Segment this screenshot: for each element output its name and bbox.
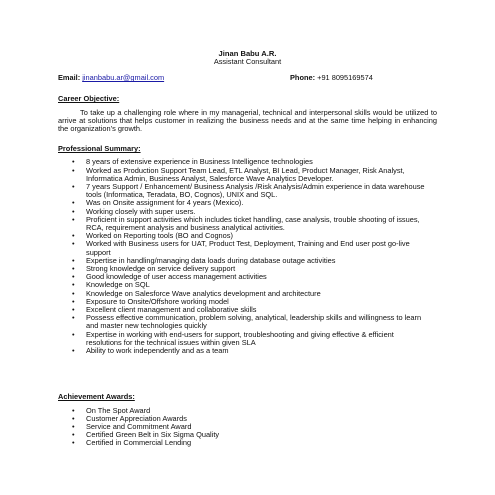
career-objective-text: To take up a challenging role where in my managerial, technical and interpersonal skills would be utilized to arrive at solutions that helps customer in realizing the business needs and at the same time helping in enhancing the organization’s growth. bbox=[58, 107, 437, 134]
list-item bbox=[72, 438, 425, 448]
list-item-text: Service and Commitment Award bbox=[86, 421, 192, 431]
list-item bbox=[72, 346, 425, 356]
phone-label: Phone bbox=[290, 73, 313, 83]
list-item-text: Customer Appreciation Awards bbox=[86, 413, 187, 423]
email-colon: : bbox=[77, 73, 81, 83]
list-item-text: Excellent client management and collaborative skills bbox=[86, 305, 257, 315]
list-item bbox=[72, 313, 425, 331]
professional-summary-heading: Professional Summary: bbox=[58, 144, 141, 154]
bullet-icon: • bbox=[72, 405, 75, 415]
list-item bbox=[72, 182, 425, 200]
bullet-icon: • bbox=[72, 182, 75, 192]
phone-block bbox=[290, 74, 373, 82]
bullet-icon: • bbox=[72, 305, 75, 315]
professional-summary-list bbox=[58, 158, 437, 355]
achievement-awards-list bbox=[58, 407, 437, 448]
bullet-icon: • bbox=[72, 231, 75, 241]
list-item bbox=[72, 329, 425, 347]
list-item-text: Exposure to Onsite/Offshore working model bbox=[86, 296, 229, 306]
achievement-awards-heading: Achievement Awards: bbox=[58, 392, 135, 402]
list-item-text: Good knowledge of user access management activities bbox=[86, 272, 267, 282]
list-item-text: Possess effective communication, problem solving, analytical, leadership skills and willingness to learn and master new technologies quickly bbox=[86, 313, 422, 331]
bullet-icon: • bbox=[72, 313, 75, 323]
list-item-text: Strong knowledge on service delivery support bbox=[86, 264, 236, 274]
email-block bbox=[58, 74, 164, 82]
bullet-icon: • bbox=[72, 206, 75, 216]
list-item-text: Ability to work independently and as a team bbox=[86, 346, 229, 356]
bullet-icon: • bbox=[72, 214, 75, 224]
bullet-icon: • bbox=[72, 272, 75, 282]
email-label: Email bbox=[58, 73, 78, 83]
bullet-icon: • bbox=[72, 413, 75, 423]
list-item-text: Was on Onsite assignment for 4 years (Mexico). bbox=[86, 198, 244, 208]
list-item-text: Knowledge on SQL bbox=[86, 280, 150, 290]
list-item bbox=[72, 214, 425, 233]
bullet-icon: • bbox=[72, 421, 75, 431]
career-objective-heading: Career Objective: bbox=[58, 94, 120, 104]
list-item-text: Expertise in working with end-users for support, troubleshooting and giving effective & efficient resolutions for the technical issues within given SLA bbox=[86, 329, 394, 347]
list-item-text: On The Spot Award bbox=[86, 405, 151, 415]
phone-value: +91 8095169574 bbox=[317, 73, 373, 83]
bullet-icon: • bbox=[72, 157, 75, 167]
list-item bbox=[72, 165, 425, 183]
bullet-icon: • bbox=[72, 329, 75, 339]
bullet-icon: • bbox=[72, 430, 75, 440]
list-item-text: Worked with Business users for UAT, Product Test, Deployment, Training and End user post go-live support bbox=[86, 239, 410, 257]
bullet-icon: • bbox=[72, 239, 75, 249]
list-item-text: Worked on Reporting tools (BO and Cognos) bbox=[86, 231, 233, 241]
bullet-icon: • bbox=[72, 255, 75, 265]
bullet-icon: • bbox=[72, 438, 75, 448]
candidate-name: Jinan Babu A.R. bbox=[218, 49, 277, 58]
contact-row bbox=[58, 74, 437, 83]
bullet-icon: • bbox=[72, 288, 75, 298]
job-title: Assistant Consultant bbox=[213, 57, 282, 67]
phone-colon: : bbox=[312, 73, 316, 83]
list-item-text: Worked as Production Support Team Lead, ETL Analyst, BI Lead, Product Manager, Risk Analyst, Informatica Admin, Business Analyst, Salesforce Wave Analytics Developer. bbox=[86, 165, 405, 183]
list-item-text: Certified Green Belt in Six Sigma Quality bbox=[86, 430, 220, 440]
bullet-icon: • bbox=[72, 165, 75, 175]
email-link[interactable]: jinanbabu.ar@gmail.com bbox=[82, 73, 165, 83]
list-item-text: Expertise in handling/managing data loads during database outage activities bbox=[86, 255, 336, 265]
list-item-text: 8 years of extensive experience in Business Intelligence technologies bbox=[86, 157, 313, 167]
bullet-icon: • bbox=[72, 346, 75, 356]
list-item-text: Proficient in support activities which includes ticket handling, case analysis, trouble shooting of issues, RCA, requirement analysis and business analytical activities. bbox=[86, 214, 420, 233]
bullet-icon: • bbox=[72, 198, 75, 208]
bullet-icon: • bbox=[72, 296, 75, 306]
list-item bbox=[72, 239, 425, 257]
bullet-icon: • bbox=[72, 264, 75, 274]
list-item-text: Knowledge on Salesforce Wave analytics development and architecture bbox=[86, 288, 321, 298]
bullet-icon: • bbox=[72, 280, 75, 290]
list-item-text: Certified in Commercial Lending bbox=[86, 438, 192, 448]
list-item-text: 7 years Support / Enhancement/ Business Analysis /Risk Analysis/Admin experience in data warehouse tools (Informatica, Teradata, BO, Cognos), UNIX and SQL. bbox=[86, 182, 425, 200]
list-item-text: Working closely with super users. bbox=[86, 206, 196, 216]
